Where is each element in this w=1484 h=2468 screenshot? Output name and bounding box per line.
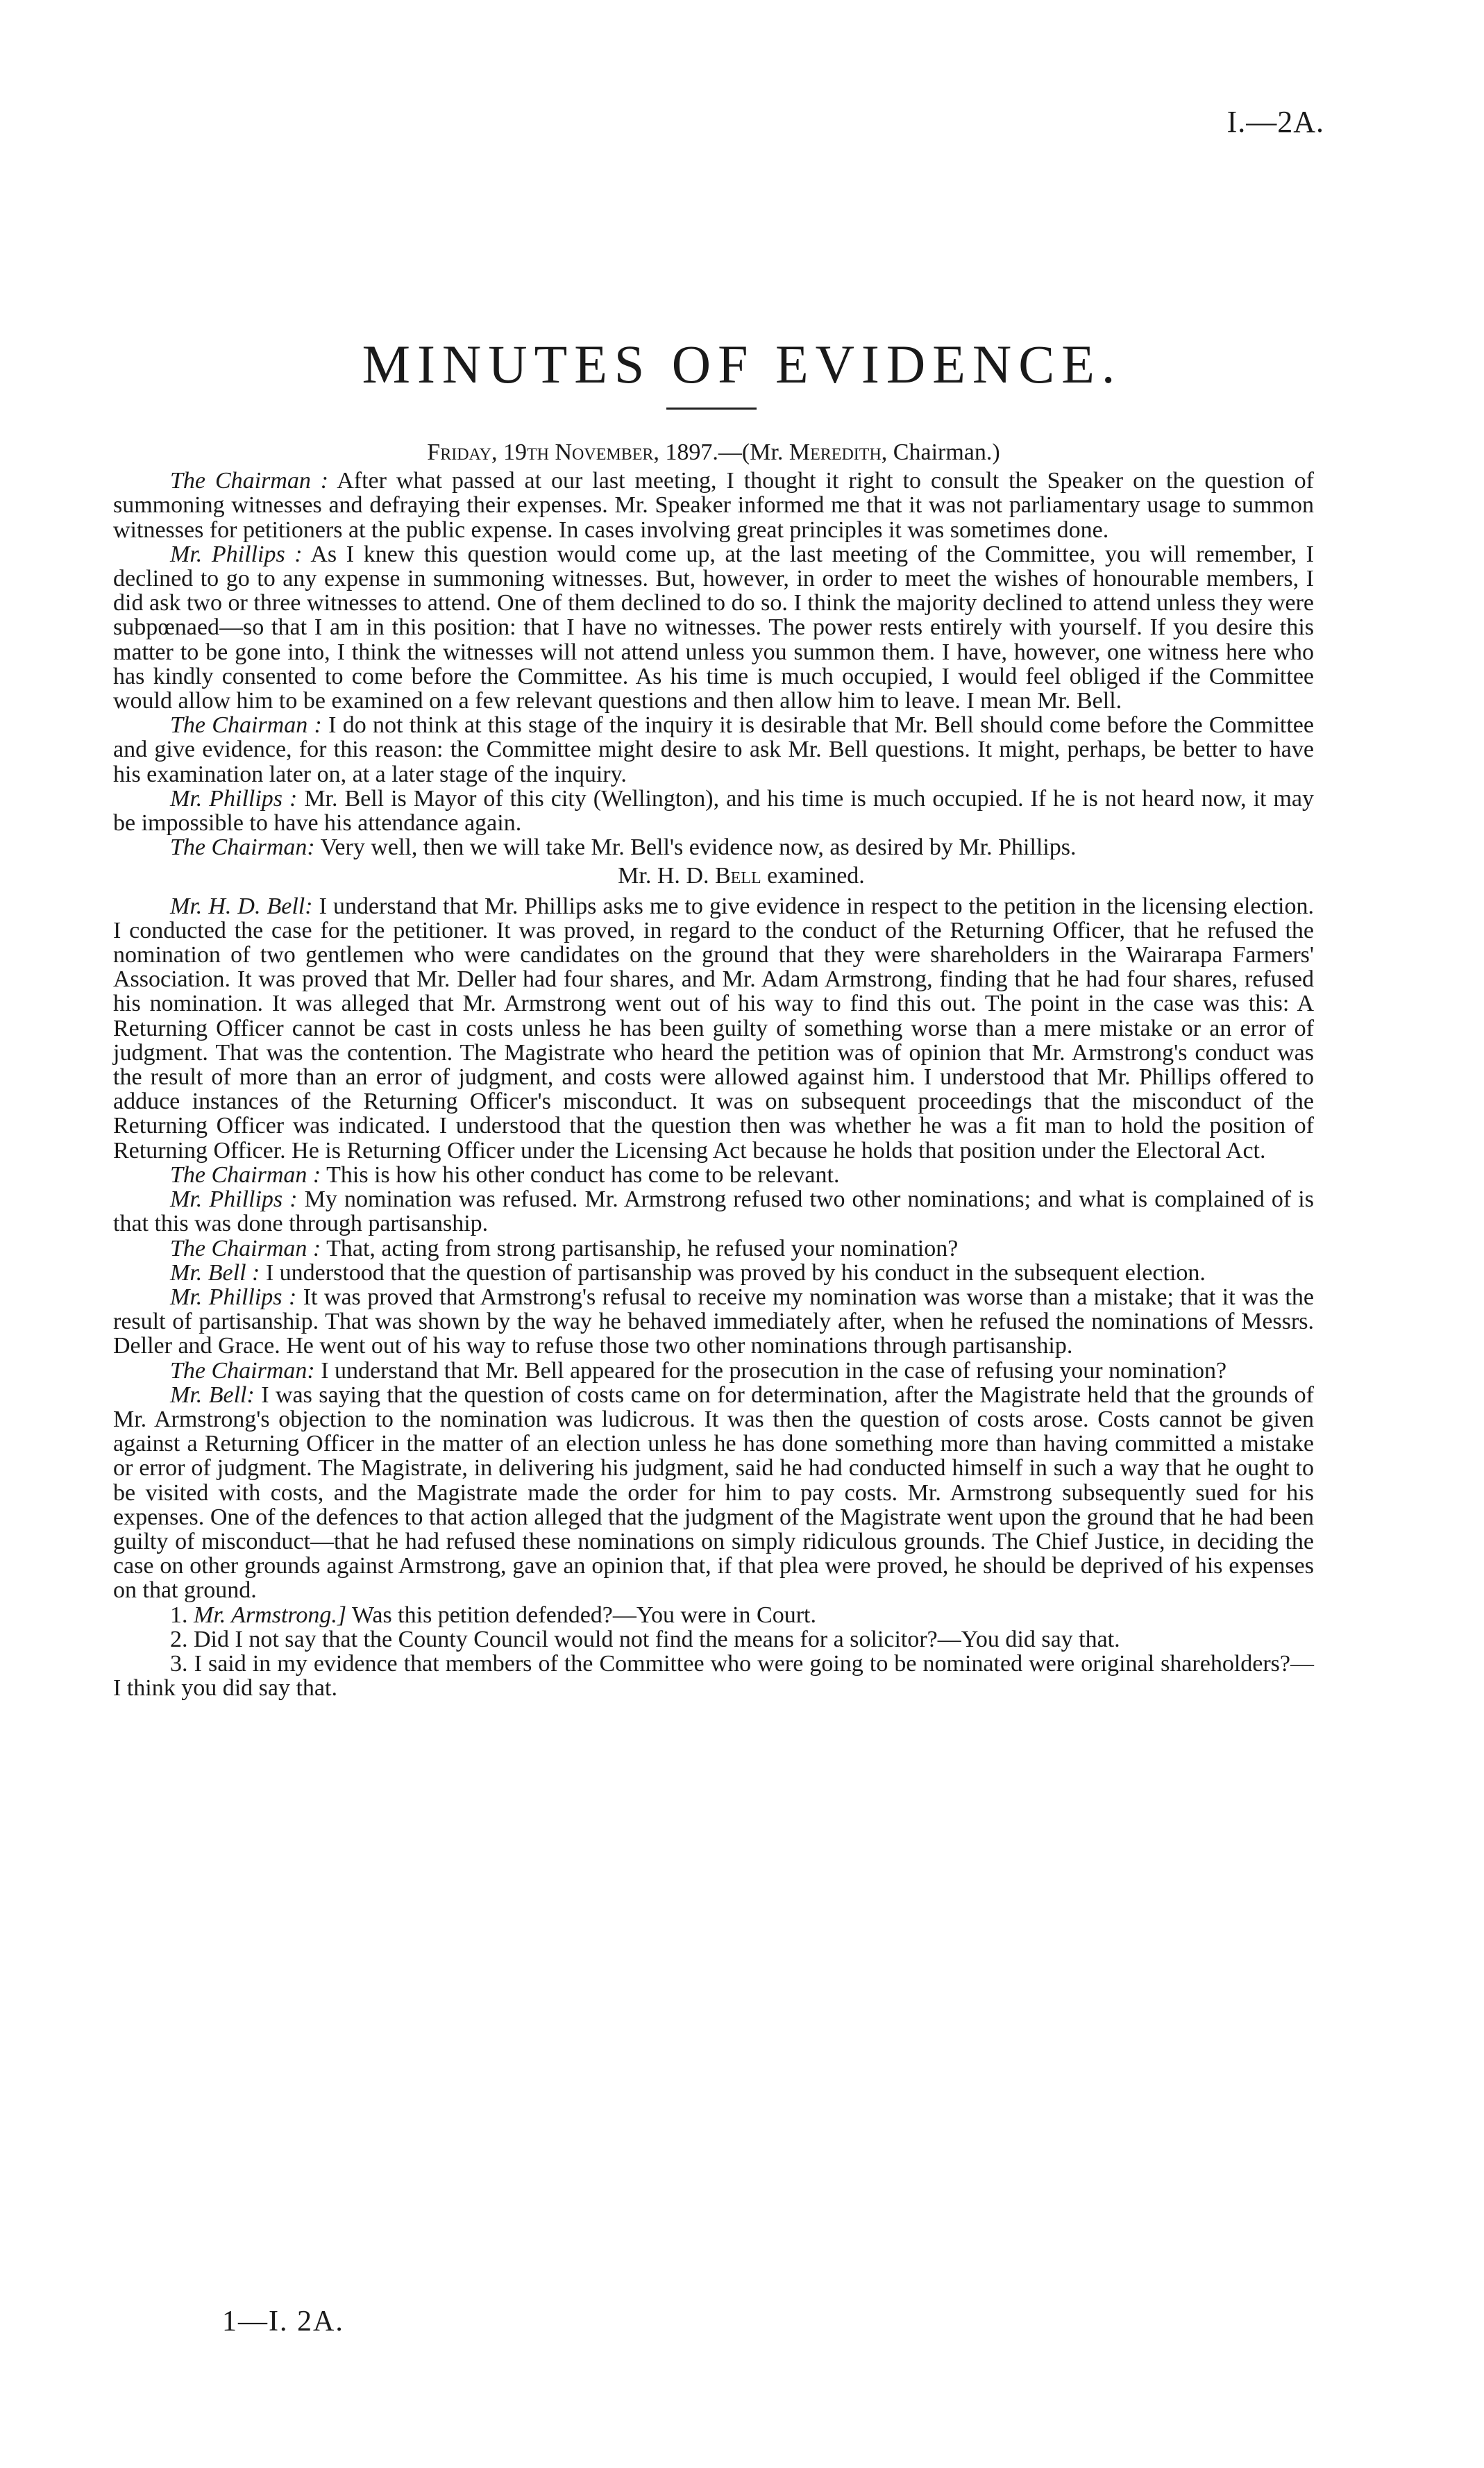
question-text: Did I not say that the County Council would not find the means for a solicitor?—You did say that. xyxy=(194,1626,1120,1652)
paragraph-text: I understood that the question of partisanship was proved by his conduct in the subsequent election. xyxy=(260,1259,1206,1286)
paragraph-text: This is how his other conduct has come to be relevant. xyxy=(321,1161,840,1188)
speaker-name: Mr. Bell : xyxy=(170,1259,260,1286)
session-date-year: 1897. xyxy=(665,439,718,465)
question-text: Was this petition defended?—You were in Court. xyxy=(346,1602,816,1628)
document-body xyxy=(113,437,1314,1700)
paragraph xyxy=(113,1285,1314,1359)
paragraph-text: Very well, then we will take Mr. Bell's evidence now, as desired by Mr. Phillips. xyxy=(314,834,1077,861)
witness-suffix: examined. xyxy=(761,863,865,889)
printer-signature: 1—I. 2A. xyxy=(222,2306,344,2337)
question-text: I said in my evidence that members of the Committee who were going to be nominated were original shareholders?—I think you did say that. xyxy=(113,1650,1315,1702)
paragraph xyxy=(113,1261,1314,1285)
paragraph xyxy=(113,1383,1314,1603)
question-number: 1. xyxy=(170,1602,194,1628)
paragraph-text: After what passed at our last meeting, I thought it right to consult the Speaker on the question of summoning witnesses and defraying their expenses. Mr. Speaker informed me that it was not parliamentary usage to summon witnesses for petitioners at the public expense. In cases involving great principles it was sometimes done. xyxy=(113,468,1314,543)
paragraph xyxy=(113,542,1314,713)
speaker-name: Mr. Armstrong.] xyxy=(194,1602,347,1628)
session-date-month: November xyxy=(555,439,654,465)
question xyxy=(113,1603,1314,1627)
session-date-day: 19th xyxy=(503,439,549,465)
witness-name: Bell xyxy=(714,863,761,889)
paragraph-text: I do not think at this stage of the inquiry it is desirable that Mr. Bell should come before the Committee and give evidence, for this reason: the Committee might desire to ask Mr. Bell questions. It might, perhaps, be better to have his examination later on, at a later stage of the inquiry. xyxy=(113,712,1314,787)
speaker-name: The Chairman : xyxy=(170,1235,321,1261)
session-day: Friday xyxy=(427,439,491,465)
witness-heading xyxy=(113,864,1314,888)
document-title: MINUTES OF EVIDENCE. xyxy=(362,334,1122,394)
session-open: —(Mr. xyxy=(718,439,784,465)
speaker-name: Mr. H. D. Bell: xyxy=(170,893,313,919)
paragraph-text: My nomination was refused. Mr. Armstrong refused two other nominations; and what is complained of is that this was done through partisanship. xyxy=(113,1186,1314,1237)
speaker-name: Mr. Phillips : xyxy=(170,541,303,567)
paragraph xyxy=(113,1236,1314,1261)
paragraph-text: It was proved that Armstrong's refusal to receive my nomination was worse than a mistake; that it was the result of partisanship. That was shown by the way he behaved immediately after, when he refused the nominations of Messrs. Deller and Grace. He went out of his way to refuse those two other nominations through partisanship. xyxy=(113,1284,1314,1359)
speaker-name: Mr. Bell: xyxy=(170,1382,255,1408)
session-chairman-name: Meredith xyxy=(789,439,882,465)
witness-prefix: Mr. H. D. xyxy=(618,863,709,889)
paragraph xyxy=(113,787,1314,835)
speaker-name: The Chairman: xyxy=(170,834,315,861)
paragraph xyxy=(113,1163,1314,1187)
speaker-name: Mr. Phillips : xyxy=(170,785,298,812)
speaker-name: The Chairman : xyxy=(170,712,322,739)
paragraph-text: Mr. Bell is Mayor of this city (Wellington), and his time is much occupied. If he is not heard now, it may be impossible to have his attendance again. xyxy=(113,785,1314,837)
speaker-name: Mr. Phillips : xyxy=(170,1284,297,1310)
paragraph-text: I was saying that the question of costs came on for determination, after the Magistrate held that the grounds of Mr. Armstrong's objection to the nomination was ludicrous. It was then the question of costs arose. Costs cannot be given against a Returning Officer in the matter of an election unless he has done something more than having committed a mistake or error of judgment. The Magistrate, in delivering his judgment, said he had conducted himself in such a way that he ought to be visited with costs, and the Magistrate made the order for him to pay costs. Mr. Armstrong subsequently sued for his expenses. One of the defences to that action alleged that the judgment of the Magistrate went upon the ground that he had been guilty of misconduct—that he had refused these nominations on simply ridiculous grounds. The Chief Justice, in deciding the case on other grounds against Armstrong, gave an opinion that, if that plea were proved, he should be deprived of his expenses on that ground. xyxy=(113,1382,1314,1604)
paragraph-text: As I knew this question would come up, at the last meeting of the Committee, you will remember, I declined to go to any expense in summoning witnesses. But, however, in order to meet the wishes of honourable members, I did ask two or three witnesses to attend. One of them declined to do so. I think the majority declined to attend unless they were subpœnaed—so that I am in this position: that I have no witnesses. The power rests entirely with yourself. If you desire this matter to be gone into, I think the witnesses will not attend unless you summon them. I have, however, one witness here who has kindly consented to come before the Committee. As his time is much occupied, I would feel obliged if the Committee would allow him to be examined on a few relevant questions and then allow him to leave. I mean Mr. Bell. xyxy=(113,541,1314,714)
speaker-name: The Chairman : xyxy=(170,1161,321,1188)
question-number: 2. xyxy=(170,1626,194,1652)
title-divider xyxy=(666,408,757,410)
paragraph xyxy=(113,1359,1314,1383)
session-heading: Friday, 19th November, 1897.—(Mr. Meredith, Chairman.) xyxy=(427,439,1000,465)
paragraph-text: I understand that Mr. Bell appeared for the prosecution in the case of refusing your nomination? xyxy=(314,1357,1227,1384)
paragraph xyxy=(113,469,1314,542)
paragraph xyxy=(113,894,1314,1163)
speaker-name: The Chairman : xyxy=(170,468,329,494)
speaker-name: The Chairman: xyxy=(170,1357,315,1384)
question xyxy=(113,1627,1314,1652)
page-reference: I.—2A. xyxy=(1226,105,1324,139)
paragraph-text: I understand that Mr. Phillips asks me to give evidence in respect to the petition in the licensing election. I conducted the case for the petitioner. It was proved, in regard to the conduct of the Returning Officer, that he refused the nomination of two gentlemen who were candidates on the ground that they were shareholders in the Wairarapa Farmers' Association. It was proved that Mr. Deller had four shares, and Mr. Adam Armstrong, finding that he had four shares, refused his nomination. It was alleged that Mr. Armstrong went out of his way to find this out. The point in the case was this: A Returning Officer cannot be cast in costs unless he has been guilty of something worse than a mere mistake or an error of judgment. That was the contention. The Magistrate who heard the petition was of opinion that Mr. Armstrong's conduct was the result of more than an error of judgment, and costs were allowed against him. I understood that Mr. Phillips offered to adduce instances of the Returning Officer's misconduct. It was on subsequent proceedings that the misconduct of the Returning Officer was indicated. I understood that the question then was whether he was a fit man to hold the position of Returning Officer. He is Returning Officer under the Licensing Act because he holds that position under the Electoral Act. xyxy=(113,893,1315,1164)
session-close: , Chairman.) xyxy=(881,439,1000,465)
question xyxy=(113,1652,1314,1700)
question-number: 3. xyxy=(170,1650,194,1677)
paragraph-text: That, acting from strong partisanship, he refused your nomination? xyxy=(321,1235,959,1261)
paragraph xyxy=(113,835,1314,859)
speaker-name: Mr. Phillips : xyxy=(170,1186,298,1213)
paragraph xyxy=(113,713,1314,787)
paragraph xyxy=(113,1187,1314,1236)
